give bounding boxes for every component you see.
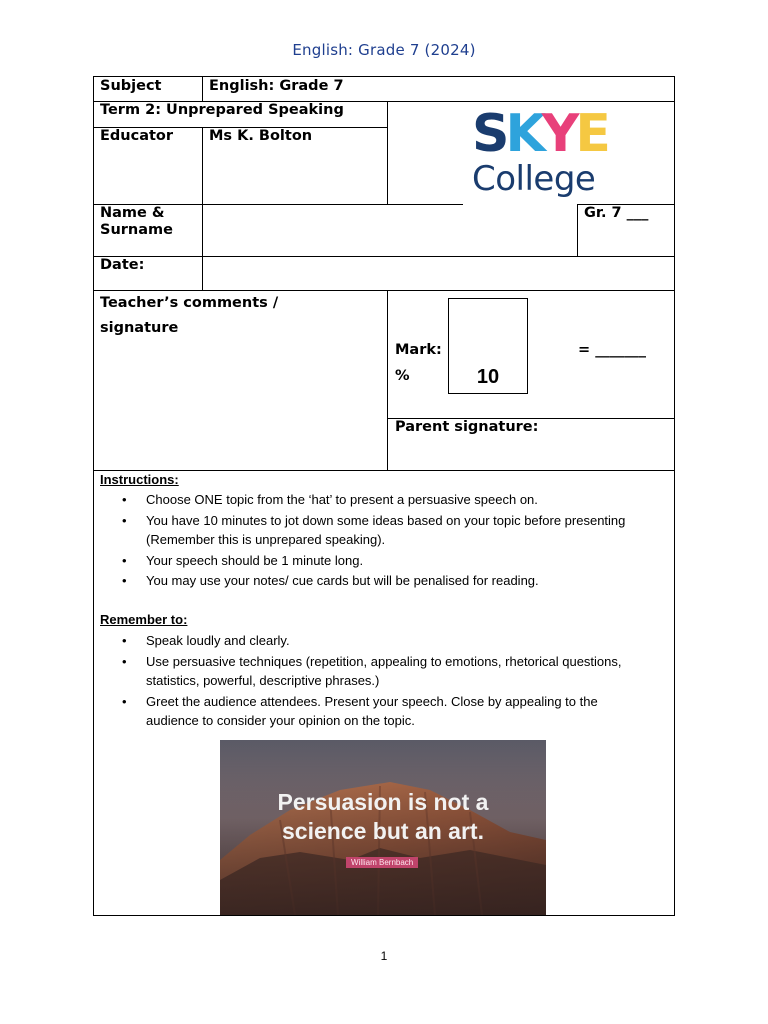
list-item: • Greet the audience attendees. Present your speech. Close by appealing to the audience to consider your opinion on the topic. [146,692,646,731]
surname-label-line: Surname [100,222,173,238]
educator-label: Educator [100,128,174,144]
table-rule [387,290,388,470]
table-rule [202,127,203,290]
logo-letter: K [505,104,542,164]
remember-heading: Remember to: [100,612,188,627]
list-item: • Speak loudly and clearly. [146,631,646,651]
list-item: • You may use your notes/ cue cards but will be penalised for reading. [146,571,646,591]
list-item: • Your speech should be 1 minute long. [146,551,646,571]
grade-label: Gr. 7 ___ [584,205,649,221]
list-item: • You have 10 minutes to jot down some ideas based on your topic before presenting (Remember this is unprepared speaking). [146,511,646,550]
subject-value: English: Grade 7 [209,78,344,94]
subject-label: Subject [100,78,162,94]
mark-total: 10 [476,366,500,388]
page-number: 1 [380,949,388,963]
name-surname-label [100,205,173,239]
table-rule [93,256,675,257]
comments-label [100,291,278,341]
educator-value: Ms K. Bolton [209,128,313,144]
logo-letter: Y [541,104,576,164]
quote-line: science but an art. [282,818,484,844]
table-rule [387,101,388,204]
quote-author-badge: William Bernbach [346,857,418,868]
table-rule [93,470,675,471]
mark-label: Mark: [395,342,442,358]
logo-letter: E [575,104,607,164]
comments-label-line: Teacher’s comments / [100,295,279,311]
persuasion-quote-image [220,740,546,915]
term-title: Term 2: Unprepared Speaking [100,102,344,118]
logo-letter: S [472,104,506,164]
document-header: English: Grade 7 (2024) [292,41,476,59]
percentage-blank: = _______ [578,342,646,358]
list-item: • Use persuasive techniques (repetition, appealing to emotions, rhetorical questions, statistics, powerful, descriptive phrases.) [146,652,646,691]
logo-college-word: College [472,159,596,199]
signature-label-line: signature [100,320,179,336]
table-rule [577,204,578,256]
parent-signature-label: Parent signature: [395,419,539,435]
quote-line: Persuasion is not a [277,789,489,815]
instructions-list [146,490,646,592]
remember-list [146,631,646,732]
list-item: • Choose ONE topic from the ‘hat’ to present a persuasive speech on. [146,490,646,510]
name-label-line: Name & [100,205,165,221]
date-label: Date: [100,257,145,273]
skye-college-logo [472,104,612,204]
table-rule [202,76,203,101]
instructions-heading: Instructions: [100,472,179,487]
logo-skye-word [472,104,612,164]
percent-label: % [395,368,410,384]
